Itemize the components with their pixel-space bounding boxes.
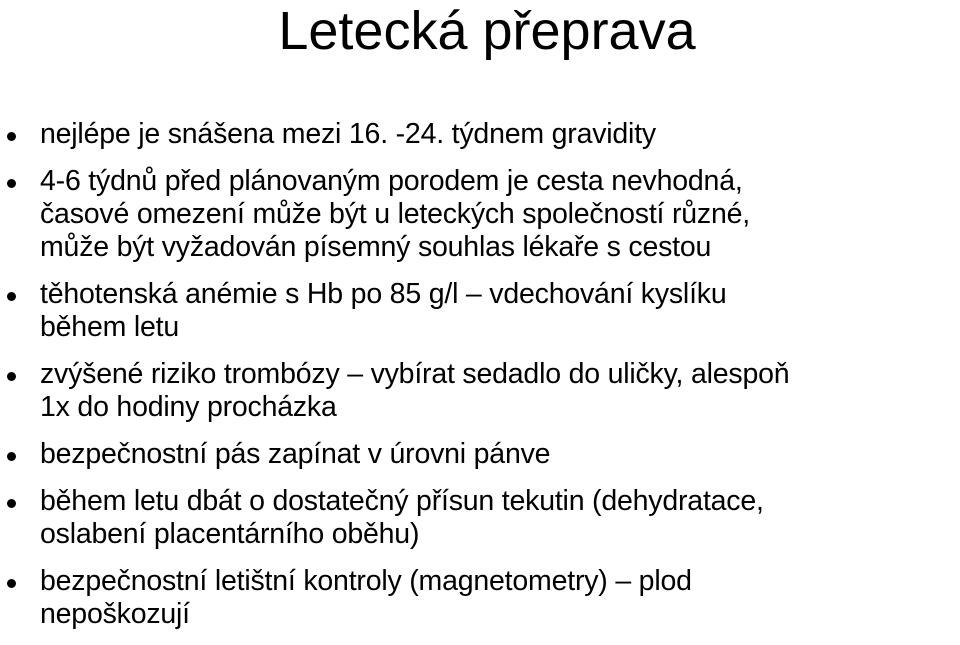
bullet-line: 1x do hodiny procházka xyxy=(40,391,337,423)
bullet-line: oslabení placentárního oběhu) xyxy=(40,518,420,550)
bullet-line: 4-6 týdnů před plánovaným porodem je cesta nevhodná, xyxy=(40,165,743,197)
bullet-item xyxy=(0,358,960,424)
bullet-dot-icon xyxy=(7,499,16,508)
bullet-line: nejlépe je snášena mezi 16. -24. týdnem gravidity xyxy=(40,118,656,150)
bullet-item xyxy=(0,438,960,471)
bullet-line: časové omezení může být u leteckých společností různé, xyxy=(40,198,750,230)
bullet-item xyxy=(0,118,960,151)
bullet-item xyxy=(0,565,960,631)
bullet-dot-icon xyxy=(7,179,16,188)
bullet-item xyxy=(0,165,960,264)
bullet-item xyxy=(0,278,960,344)
bullet-dot-icon xyxy=(7,372,16,381)
slide-title: Letecká přeprava xyxy=(278,1,696,61)
bullet-line: bezpečnostní pás zapínat v úrovni pánve xyxy=(40,438,551,470)
bullet-line: během letu xyxy=(40,311,180,343)
bullet-line: nepoškozují xyxy=(40,598,190,630)
bullet-dot-icon xyxy=(7,292,16,301)
bullet-item xyxy=(0,485,960,551)
bullet-dot-icon xyxy=(7,579,16,588)
bullet-dot-icon xyxy=(7,132,16,141)
bullet-line: během letu dbát o dostatečný přísun tekutin (dehydratace, xyxy=(40,485,764,517)
bullet-list xyxy=(0,118,960,645)
bullet-line: zvýšené riziko trombózy – vybírat sedadlo do uličky, alespoň xyxy=(40,358,790,390)
bullet-line: může být vyžadován písemný souhlas lékaře s cestou xyxy=(40,231,712,263)
bullet-line: těhotenská anémie s Hb po 85 g/l – vdechování kyslíku xyxy=(40,278,727,310)
bullet-dot-icon xyxy=(7,452,16,461)
bullet-line: bezpečnostní letištní kontroly (magnetometry) – plod xyxy=(40,565,692,597)
